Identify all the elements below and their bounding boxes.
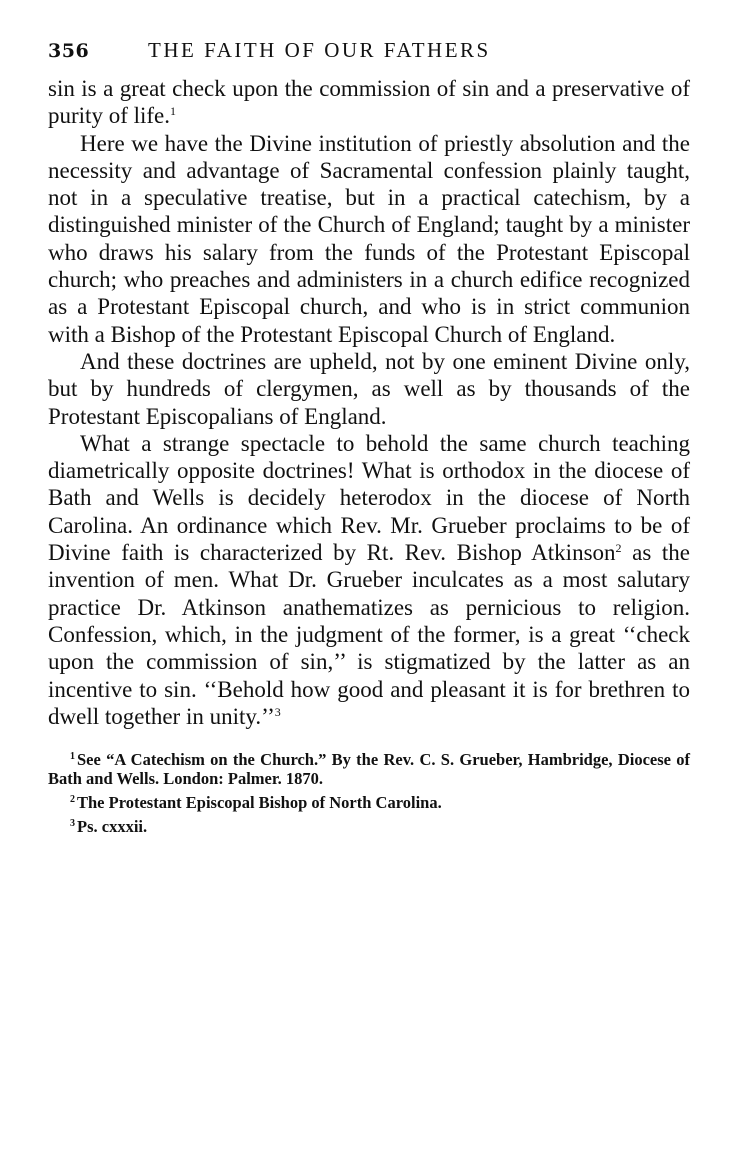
paragraph [48,348,690,430]
footnote-reference: 3 [274,704,281,719]
page-number: 356 [48,40,90,62]
footnotes [48,750,690,836]
running-head [48,38,690,63]
footnote-reference: 1 [170,104,176,119]
paragraph-text: Here we have the Divine institution of priestly absolution and the necessity and advantage of Sacramental confession plainly taught, not in a speculative treatise, but in a practical catechism, by a distinguished minister of the Church of England; taught by a minister who draws his salary from the funds of the Protestant Episcopal church; who preaches and administers in a church edifice recognized as a Protestant Episcopal church, and who is in strict communion with a Bishop of the Protestant Episcopal Church of England. [48,130,690,347]
paragraph [48,130,690,348]
book-title: THE FAITH OF OUR FATHERS [148,38,491,62]
footnote-mark: 1 [70,751,75,763]
footnote [48,817,690,836]
footnote [48,793,690,812]
paragraph-text: What a strange spectacle to behold the same church teaching diametrically opposite doctrines! What is orthodox in the diocese of Bath and Wells is decidely heterodox in the diocese of North Carolina. An ordinance which Rev. Mr. Grueber proclaims to be of Divine faith is characterized by Rt. Rev. Bishop Atkinson [48,430,690,566]
body-text [48,75,690,730]
paragraph-text: And these doctrines are upheld, not by one eminent Divine only, but by hundreds of clergymen, as well as by thousands of the Protestant Episcopalians of England. [48,348,690,429]
paragraph-text: as the invention of men. What Dr. Grueber inculcates as a most salutary practice Dr. Atkinson anathematizes as pernicious to religion. Confession, which, in the judgment of the former, is a great ‘‘check upon the commission of sin,’’ is stigmatized by the latter as an incentive to sin. ‘‘Behold how good and pleasant it is for brethren to dwell together in unity.’’ [48,540,690,729]
footnote [48,750,690,788]
footnote-text: The Protestant Episcopal Bishop of North Carolina. [77,793,442,813]
footnote-mark: 3 [70,818,75,830]
paragraph [48,430,690,730]
footnote-mark: 2 [70,794,75,806]
paragraph [48,75,690,130]
footnote-reference: 2 [615,541,622,556]
paragraph-text: sin is a great check upon the commission of sin and a preservative of purity of life. [48,76,690,129]
book-page [48,38,690,841]
footnote-text: See “A Catechism on the Church.” By the Rev. C. S. Grueber, Hambridge, Diocese of Bath and Wells. London: Palmer. 1870. [48,750,690,789]
footnote-text: Ps. cxxxii. [77,817,148,837]
